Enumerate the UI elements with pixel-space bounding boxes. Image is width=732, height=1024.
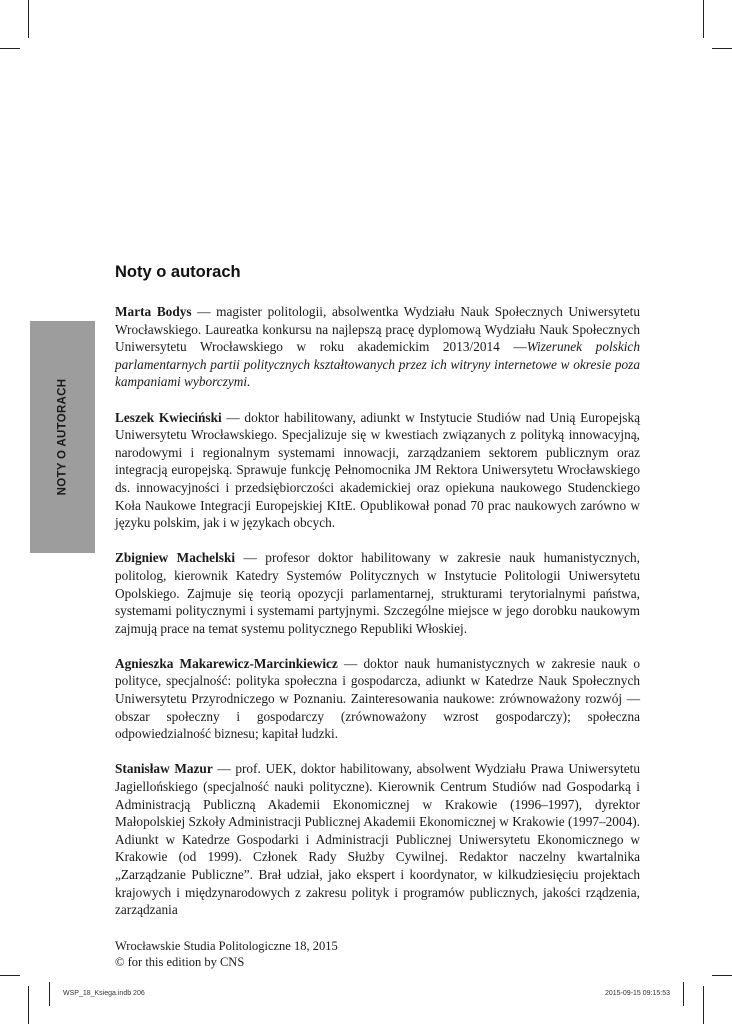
print-slug-file: WSP_18_Ksiega.indb 206 (63, 990, 145, 997)
crop-mark (683, 982, 684, 1006)
crop-mark (712, 48, 732, 49)
page-title: Noty o autorach (115, 263, 241, 281)
crop-mark (28, 0, 29, 38)
bio-list (115, 303, 640, 936)
print-slug-timestamp: 2015-09-15 09:15:53 (605, 990, 670, 997)
bio-entry (115, 303, 640, 391)
crop-mark (0, 975, 20, 976)
crop-mark (712, 975, 732, 976)
crop-mark (703, 0, 704, 38)
author-name: Zbigniew Machelski (115, 550, 236, 566)
author-name: Agnieszka Makarewicz-Marcinkiewicz (115, 655, 338, 671)
bio-text: — magister politologii, absolwentka Wydziału Nauk Społecznych Uniwersytetu Wrocławskiego. Laureatka konkursu na najlepszą pracę dyplomową Wydziału Nauk Społecznych Uniwersytetu Wrocławskiego w roku akademickim 2013/2014 — (115, 304, 640, 355)
bio-text: — doktor habilitowany, adiunkt w Instytucie Studiów nad Unią Europejską Uniwersytetu Wrocławskiego. Specjalizuje się w kwestiach związanych z polityką innowacyjną, narodowymi i regionalnym systemami innowacji, zarządzaniem sektorem publicznym oraz integracją europejską. Sprawuje funkcję Pełnomocnika JM Rektora Uniwersytetu Wrocławskiego ds. innowacyjności i przedsiębiorczości akademickiej oraz opiekuna naukowego Studenckiego Koła Naukowe Integracji Europejskiej KItE. Opublikował ponad 70 prac naukowych zarówno w języku polskim, jak i w językach obcych. (115, 409, 640, 531)
bio-text: — doktor nauk humanistycznych w zakresie nauk o polityce, specjalność: polityka społeczna i gospodarcza, adiunkt w Katedrze Nauk Społecznych Uniwersytetu Przyrodniczego w Poznaniu. Zainteresowania naukowe: zrównoważony rozwój — obszar społeczny i gospodarczy (zrównoważony wzrost gospodarczy); społeczna odpowiedzialność biznesu; kapitał ludzki. (115, 655, 640, 742)
bio-entry (115, 760, 640, 918)
author-name: Leszek Kwieciński (115, 409, 222, 425)
author-name: Stanisław Mazur (115, 761, 213, 777)
bio-text: — prof. UEK, doktor habilitowany, absolwent Wydziału Prawa Uniwersytetu Jagiellońskiego (specjalność nauki polityczne). Kierownik Centrum Studiów nad Gospodarką i Administracją Publiczną Akademii Ekonomicznej w Krakowie (1996–1997), dyrektor Małopolskiej Szkoły Administracji Publicznej Akademii Ekonomicznej w Krakowie (1997–2004). Adiunkt w Katedrze Gospodarki i Administracji Publicznej Uniwersytetu Ekonomicznego w Krakowie (od 1999). Członek Rady Służby Cywilnej. Redaktor naczelny kwartalnika „Zarządzanie Publiczne”. Brał udział, jako ekspert i koordynator, w kilkudziesięciu projektach krajowych i międzynarodowych z zakresu polityk i programów publicznych, jakości rządzenia, zarządzania (115, 761, 640, 918)
section-sidebar-tab (30, 321, 95, 553)
bio-text-end: . (247, 374, 251, 390)
author-name: Marta Bodys (115, 304, 192, 319)
bio-entry (115, 549, 640, 637)
bio-text: — profesor doktor habilitowany w zakresie nauk humanistycznych, politolog, kierownik Katedry Systemów Politycznych w Instytucie Politologii Uniwersytetu Opolskiego. Zajmuje się teorią opozycji parlamentarnej, strukturami terytorialnymi państwa, systemami politycznymi i systemami partyjnymi. Szczególne miejsce w jego dorobku naukowym zajmują prace na temat systemu politycznego Republiki Włoskiej. (115, 550, 640, 636)
crop-mark (28, 986, 29, 1024)
sidebar-label: NOTY O AUTORACH (56, 378, 69, 496)
crop-mark (0, 48, 20, 49)
bio-entry (115, 655, 640, 743)
thesis-title: Wizerunek polskich parlamentarnych partii politycznych kształtowanych przez ich witryny internetowe w okresie poza kampaniami wyborczymi (115, 339, 640, 390)
crop-mark (49, 982, 50, 1006)
bio-entry (115, 409, 640, 532)
journal-citation: Wrocławskie Studia Politologiczne 18, 2015 (115, 939, 338, 953)
crop-mark (703, 986, 704, 1024)
page-footer (115, 938, 338, 970)
copyright-notice: © for this edition by CNS (115, 955, 245, 969)
